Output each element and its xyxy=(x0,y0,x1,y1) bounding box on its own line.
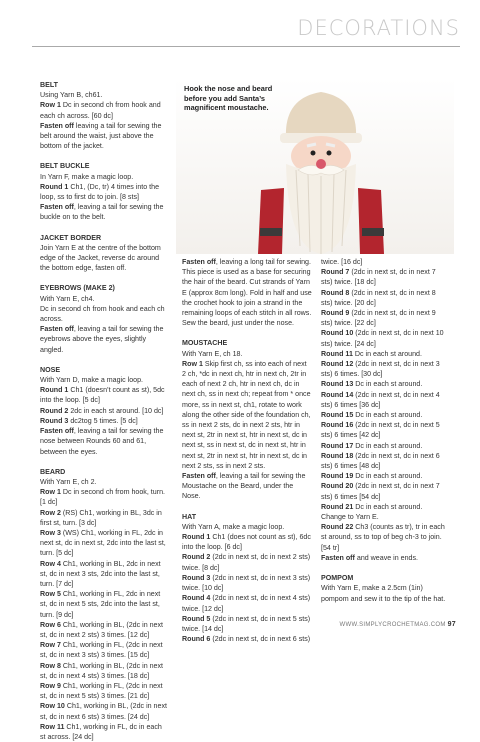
step-text: Ch1, working in FL, (2dc in next st, dc in next 3 sts) 3 times. [15 dc] xyxy=(40,641,163,660)
step-text: Ch1, working in FL, (2dc in next st, dc in next 5 sts) 3 times. [21 dc] xyxy=(40,681,163,701)
instruction-line xyxy=(40,681,168,701)
step-text: Dc in each st around. xyxy=(353,502,423,511)
instruction-line xyxy=(40,375,168,385)
step-text: With Yarn E, make a 2.5cm (1in) pompom and sew it to the tip of the hat. xyxy=(321,584,446,603)
instruction-line xyxy=(321,390,449,410)
step-text: Ch1, working in BL, (2dc in next st, dc in next 6 sts) 3 times. [24 dc] xyxy=(40,702,167,721)
step-text: leaving a tail for sewing the belt around the waist, just above the bottom of the jacket. xyxy=(40,121,162,151)
instruction-line xyxy=(40,722,168,742)
step-text: (2dc in next st, dc in next 9 sts) twice. [22 dc] xyxy=(321,309,436,328)
step-label: Row 1 xyxy=(40,488,61,497)
step-label: Fasten off xyxy=(40,203,74,212)
step-text: Change to Yarn E. xyxy=(321,513,379,522)
instruction-line xyxy=(182,257,312,328)
instruction-line xyxy=(40,172,168,182)
step-label: Round 3 xyxy=(182,573,211,582)
instruction-line xyxy=(321,257,449,267)
step-label: Row 5 xyxy=(40,590,61,599)
instruction-line xyxy=(40,182,168,202)
instruction-line xyxy=(321,349,449,359)
step-label: Round 18 xyxy=(321,451,354,460)
step-text: (2dc in next st, dc in next 2 sts) twice. [8 dc] xyxy=(182,553,311,572)
step-label: Round 13 xyxy=(321,380,354,389)
instruction-line xyxy=(321,379,449,389)
step-text: Dc in each st around. xyxy=(352,349,422,358)
instruction-line xyxy=(40,426,168,457)
section-header: DECORATIONS xyxy=(297,16,460,40)
step-text: Ch1 (doesn’t count as st), 5dc into the loop. [5 dc] xyxy=(40,386,165,405)
step-label: Round 2 xyxy=(40,406,69,415)
instruction-line xyxy=(40,487,168,507)
step-label: Round 12 xyxy=(321,360,354,369)
step-label: Round 21 xyxy=(321,502,354,511)
step-label: Row 1 xyxy=(182,359,203,368)
instruction-line xyxy=(321,471,449,481)
instruction-line xyxy=(182,614,312,634)
step-label: Round 6 xyxy=(182,635,211,644)
step-text: Ch1 (does not count as st), 6dc into the loop. [6 dc] xyxy=(182,533,311,552)
step-text: Skip first ch, ss into each of next 2 ch, *dc in next ch, htr in next ch, 2tr in each of next 2 ch, htr in next ch, dc in next ch, ss in next ch; repeat from * once more, ss in next st, ch1, rotate to work along the other side of the foundation ch, ss in next 2 sts, dc in next 2 sts, htr in next st, 2tr in next st, htr in next st, dc in next st, ss in next st, dc in next st, htr in next st, 2tr in next st, htr in next st, dc in next 2 sts, ss in next 2 sts. xyxy=(182,359,311,470)
instruction-line xyxy=(182,532,312,552)
section-heading: HAT xyxy=(182,512,197,521)
step-text: Ch3 (counts as tr), tr in each st around, ss to top of beg ch-3 to join. [54 tr] xyxy=(321,523,445,552)
column-3 xyxy=(321,257,449,604)
step-label: Row 4 xyxy=(40,559,61,568)
section-heading: MOUSTACHE xyxy=(182,339,228,348)
step-text: (WS) Ch1, working in FL, 2dc in next st, dc in next st, 2dc into the last st, turn. [5 dc] xyxy=(40,528,166,558)
step-label: Round 20 xyxy=(321,482,354,491)
step-text: (RS) Ch1, working in BL, 3dc in first st, turn. [3 dc] xyxy=(40,508,162,527)
step-text: , leaving a tail for sewing the eyebrows above the eyes, slightly angled. xyxy=(40,325,164,354)
section-heading: BEARD xyxy=(40,467,66,476)
instruction-line xyxy=(321,359,449,379)
step-label: Row 9 xyxy=(40,681,61,690)
step-label: Round 4 xyxy=(182,594,211,603)
step-label: Row 6 xyxy=(40,620,61,629)
step-label: Round 19 xyxy=(321,472,354,481)
step-label: Round 22 xyxy=(321,523,354,532)
step-text: Dc in each st around. xyxy=(353,380,423,389)
instruction-line xyxy=(321,512,449,522)
column-1 xyxy=(40,80,168,742)
section-heading: JACKET BORDER xyxy=(40,233,102,242)
instruction-line xyxy=(40,620,168,640)
santa-photo xyxy=(176,78,454,254)
instruction-line xyxy=(40,406,168,416)
step-text: With Yarn E, ch4. xyxy=(40,294,95,303)
instruction-line xyxy=(321,451,449,471)
step-label: Row 11 xyxy=(40,722,65,731)
step-label: Round 17 xyxy=(321,441,354,450)
santa-nose xyxy=(316,159,326,169)
instruction-line xyxy=(40,416,168,426)
instruction-line xyxy=(40,661,168,681)
page-number: 97 xyxy=(447,621,456,628)
instruction-line xyxy=(40,121,168,152)
instruction-line xyxy=(321,502,449,512)
instruction-line xyxy=(40,559,168,590)
step-text: , leaving a tail for sewing the buckle on to the belt. xyxy=(40,203,164,222)
instruction-line xyxy=(321,522,449,553)
step-label: Fasten off xyxy=(321,553,355,562)
step-label: Round 3 xyxy=(40,416,69,425)
step-text: Dc in each st around. xyxy=(353,441,423,450)
instruction-line xyxy=(321,420,449,440)
instruction-line xyxy=(321,410,449,420)
instruction-line xyxy=(321,553,449,563)
section-heading: BELT xyxy=(40,81,58,89)
instruction-line xyxy=(321,441,449,451)
step-text: Dc in second ch from hook and each ch across. xyxy=(40,304,165,324)
step-text: Using Yarn B, ch61. xyxy=(40,91,103,100)
step-text: (2dc in next st, dc in next 4 sts) twice. [12 dc] xyxy=(182,594,311,613)
instruction-line xyxy=(40,589,168,620)
photo-caption: Hook the nose and beard before you add Santa’s magnificent moustache. xyxy=(184,84,273,112)
instruction-line xyxy=(182,634,312,644)
step-label: Round 15 xyxy=(321,411,354,420)
step-text: Ch1, working in BL, (2dc in next st, dc in next 2 sts) 3 times. [12 dc] xyxy=(40,620,164,639)
step-label: Fasten off xyxy=(182,472,216,481)
step-text: (2dc in next st, dc in next 7 sts) 6 times [54 dc] xyxy=(321,482,440,501)
instruction-line xyxy=(321,308,449,328)
instruction-line xyxy=(40,202,168,222)
instruction-line xyxy=(40,385,168,405)
step-label: Round 1 xyxy=(40,182,69,191)
instruction-line xyxy=(40,508,168,528)
instruction-line xyxy=(182,573,312,593)
step-text: (2dc in next st, dc in next 7 sts) twice. [18 dc] xyxy=(321,268,436,287)
column-2 xyxy=(182,257,312,644)
instruction-line xyxy=(182,593,312,613)
step-label: Round 8 xyxy=(321,288,350,297)
step-text: Ch1, working in FL, dc in each st across. [24 dc] xyxy=(40,722,162,741)
step-label: Fasten off xyxy=(40,325,74,334)
instruction-line xyxy=(40,90,168,100)
instruction-line xyxy=(40,243,168,274)
step-label: Fasten off xyxy=(182,258,216,266)
step-label: Round 2 xyxy=(182,553,211,562)
step-text: (2dc in next st, dc in next 10 sts) twice. [24 dc] xyxy=(321,329,444,348)
instruction-line xyxy=(40,324,168,355)
instruction-line xyxy=(182,471,312,502)
step-label: Row 1 xyxy=(40,101,61,110)
step-text: , leaving a tail for sewing the Moustache on the Beard, under the Nose. xyxy=(182,472,306,501)
instruction-line xyxy=(40,477,168,487)
instruction-line xyxy=(321,267,449,287)
step-text: (2dc in next st, dc in next 5 sts) twice. [14 dc] xyxy=(182,614,311,633)
step-text: Ch1, working in BL, 2dc in next st, dc in next 3 sts, 2dc into the last st, turn. [7 dc] xyxy=(40,559,161,588)
instruction-line xyxy=(321,583,449,603)
santa-hat xyxy=(286,92,356,138)
step-label: Round 11 xyxy=(321,349,353,358)
step-text: dc2tog 5 times. [5 dc] xyxy=(68,416,138,425)
instruction-line xyxy=(182,522,312,532)
step-text: With Yarn E, ch 18. xyxy=(182,349,243,358)
instruction-line xyxy=(321,481,449,501)
instruction-line xyxy=(321,328,449,348)
instruction-line xyxy=(40,640,168,660)
instruction-line xyxy=(182,552,312,572)
step-text: (2dc in next st, dc in next 6 sts) 6 times [48 dc] xyxy=(321,451,440,471)
step-text: Ch1, working in BL, (2dc in next st, dc in next 4 sts) 3 times. [18 dc] xyxy=(40,661,164,680)
instruction-line xyxy=(321,288,449,308)
step-text: 2dc in each st around. [10 dc] xyxy=(68,406,164,415)
step-label: Round 5 xyxy=(182,614,211,623)
step-text: With Yarn D, make a magic loop. xyxy=(40,376,144,385)
step-label: Row 10 xyxy=(40,702,65,711)
step-label: Round 9 xyxy=(321,309,350,318)
step-text: (2dc in next st, dc in next 4 sts) 6 times [36 dc] xyxy=(321,390,440,409)
step-text: Dc in each st around. xyxy=(353,411,423,420)
instruction-line xyxy=(40,294,168,304)
step-text: Dc in second ch from hook and each ch across. [60 dc] xyxy=(40,101,161,120)
step-text: (2dc in next st, dc in next 8 sts) twice. [20 dc] xyxy=(321,288,436,307)
step-text: , leaving a tail for sewing the nose between Rounds 60 and 61, between the eyes. xyxy=(40,427,164,456)
instruction-line xyxy=(40,701,168,721)
step-text: twice. [16 dc] xyxy=(321,258,363,266)
step-text: (2dc in next st, dc in next 5 sts) 6 times [42 dc] xyxy=(321,421,440,440)
step-text: Ch1, (Dc, tr) 4 times into the loop, ss to first dc to join. [8 sts] xyxy=(40,182,160,202)
step-label: Round 16 xyxy=(321,421,354,430)
santa-jacket xyxy=(358,188,384,254)
step-label: Round 7 xyxy=(321,268,350,277)
step-text: (2dc in next st, dc in next 6 sts) xyxy=(210,635,311,644)
step-text: Join Yarn E at the centre of the bottom edge of the Jacket, reverse dc around the bottom edge, fasten off. xyxy=(40,243,161,273)
step-text: With Yarn E, ch 2. xyxy=(40,477,97,486)
step-label: Row 2 xyxy=(40,508,61,517)
step-text: (2dc in next st, dc in next 3 sts) twice. [10 dc] xyxy=(182,573,311,593)
step-label: Round 1 xyxy=(40,386,69,395)
page-footer xyxy=(340,621,456,628)
step-text: Dc in each st around. xyxy=(353,472,423,481)
step-label: Fasten off xyxy=(40,427,74,436)
step-text: (2dc in next st, dc in next 3 sts) 6 times. [30 dc] xyxy=(321,360,440,379)
step-label: Round 10 xyxy=(321,329,354,338)
instruction-line xyxy=(182,359,312,471)
instruction-line xyxy=(40,528,168,559)
step-label: Round 14 xyxy=(321,390,354,399)
step-text: and weave in ends. xyxy=(354,553,419,562)
step-text: Ch1, working in FL, 2dc in next st, dc in next 5 sts, 2dc into the last st, turn. [9 dc] xyxy=(40,590,161,619)
section-heading: NOSE xyxy=(40,365,61,374)
step-text: , leaving a long tail for sewing. This piece is used as a base for securing the hair of the beard. Cut strands of Yarn E (approx 8cm long). Fold in half and use the crochet hook to join a strand in the remaining loops of each stitch in all rows. Sew the beard, just under the nose. xyxy=(182,258,312,328)
step-label: Row 8 xyxy=(40,661,61,670)
step-label: Fasten off xyxy=(40,121,74,130)
section-heading: BELT BUCKLE xyxy=(40,162,90,171)
step-label: Row 3 xyxy=(40,528,61,537)
step-text: Dc in second ch from hook, turn. [1 dc] xyxy=(40,488,165,507)
step-text: In Yarn F, make a magic loop. xyxy=(40,172,134,181)
step-text: With Yarn A, make a magic loop. xyxy=(182,522,285,531)
footer-site: WWW.SIMPLYCROCHETMAG.COM xyxy=(339,622,446,628)
header-rule xyxy=(32,46,460,47)
instruction-line xyxy=(40,304,168,324)
step-label: Round 1 xyxy=(182,533,211,542)
instruction-line xyxy=(182,349,312,359)
section-heading: EYEBROWS (MAKE 2) xyxy=(40,284,115,293)
step-label: Row 7 xyxy=(40,641,61,650)
instruction-line xyxy=(40,100,168,120)
section-heading: POMPOM xyxy=(321,574,354,583)
